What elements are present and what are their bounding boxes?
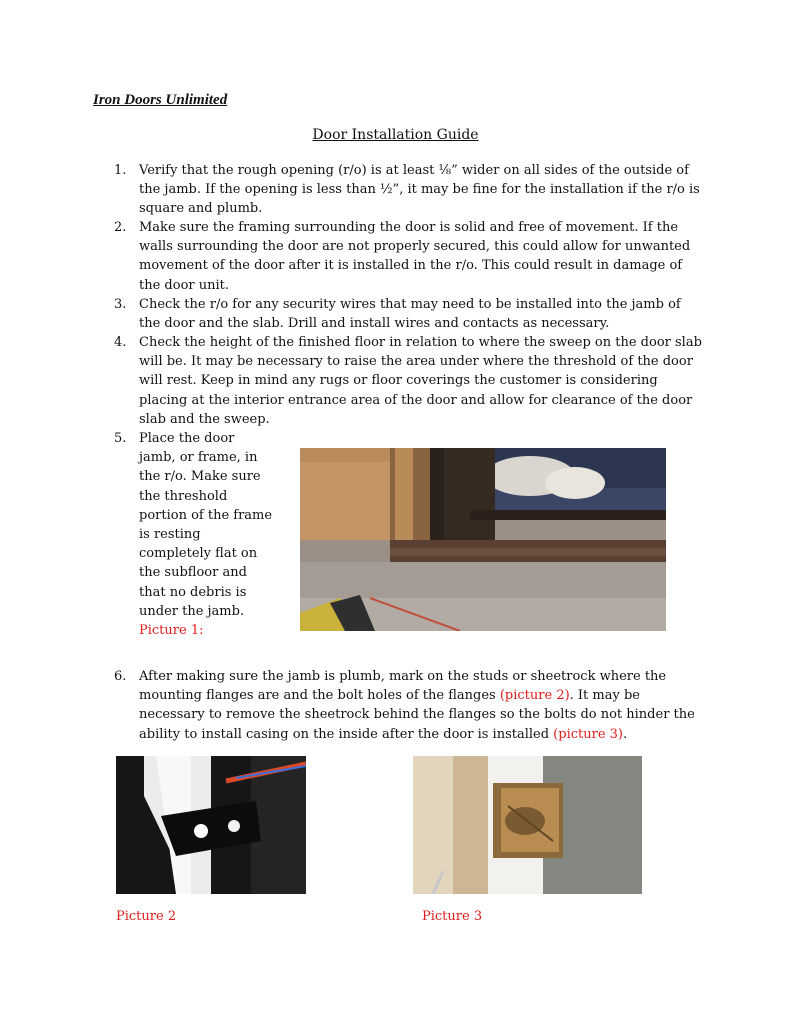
list-item xyxy=(114,295,704,333)
picture-3-caption: Picture 3 xyxy=(422,909,483,924)
picture-1-image xyxy=(300,448,666,631)
item-text: Verify that the rough opening (r/o) is at least ⅛” wider on all sides of the outside of the jamb. If the opening is less than ½”, it may be fine for the installation if the r/o is square and plumb. xyxy=(139,163,700,217)
document-title: Door Installation Guide xyxy=(312,127,479,143)
item-text xyxy=(139,667,704,744)
item-text-part: After making sure the jamb is plumb, mark on the studs or sheetrock where the mounting flanges are and the bolt holes of the flanges xyxy=(139,669,667,704)
item-text-part: . xyxy=(622,726,628,742)
list-item xyxy=(114,429,274,640)
item-text-part: . It may be necessary to remove the sheetrock behind the flanges so the bolts do not hinder the ability to install casing on the inside after the door is installed xyxy=(139,688,695,742)
picture-2-caption: Picture 2 xyxy=(116,909,177,924)
picture-3-reference: (picture 3) xyxy=(553,726,623,742)
item-number: 1. xyxy=(114,163,127,178)
item-number: 4. xyxy=(114,335,127,350)
item-text: Check the r/o for any security wires that may need to be installed into the jamb of the door and the slab. Drill and install wires and contacts as necessary. xyxy=(139,297,681,332)
item-number: 2. xyxy=(114,220,127,235)
picture-2-image xyxy=(116,756,306,894)
item-text: Check the height of the finished floor in relation to where the sweep on the door slab will be. It may be necessary to raise the area under where the threshold of the door will rest. Keep in mind any rugs or floor coverings the customer is considering placing at the interior entrance area of the door and allow for clearance of the door slab and the sweep. xyxy=(139,335,702,427)
item-number: 3. xyxy=(114,297,127,312)
item-number: 6. xyxy=(114,669,127,684)
company-name: Iron Doors Unlimited xyxy=(93,92,228,108)
list-item xyxy=(114,218,704,295)
picture-3-image xyxy=(413,756,642,894)
item-number: 5. xyxy=(114,431,127,446)
item-text: Make sure the framing surrounding the door is solid and free of movement. If the walls surrounding the door are not properly secured, this could allow for unwanted movement of the door after it is installed in the r/o. This could result in damage of the door unit. xyxy=(139,220,691,293)
list-item xyxy=(114,667,704,744)
item-text: Place the door jamb, or frame, in the r/o. Make sure the threshold portion of the frame is resting completely flat on the subfloor and that no debris is under the jamb. xyxy=(139,431,273,619)
list-item xyxy=(114,161,704,219)
list-item xyxy=(114,333,704,429)
picture-1-caption: Picture 1: xyxy=(139,623,204,639)
picture-2-reference: (picture 2) xyxy=(499,688,570,704)
